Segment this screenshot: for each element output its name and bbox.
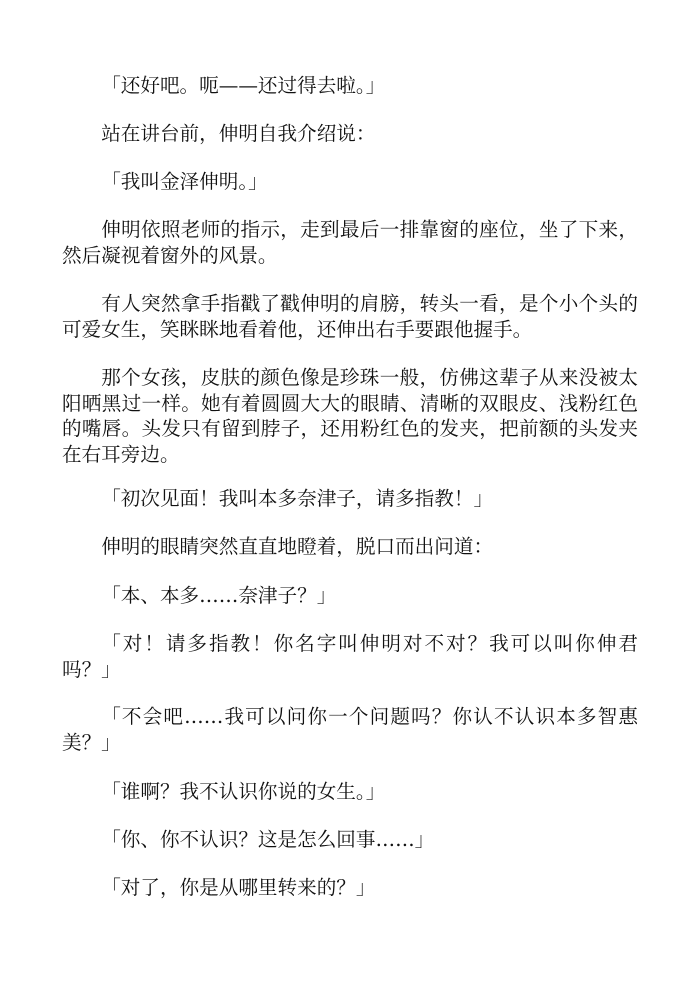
paragraph: 伸明依照老师的指示，走到最后一排靠窗的座位，坐了下来，然后凝视着窗外的风景。: [62, 218, 638, 267]
paragraph: 「对！请多指教！你名字叫伸明对不对？我可以叫你伸君吗？」: [62, 632, 638, 681]
paragraph: 「你、你不认识？这是怎么回事……」: [101, 828, 435, 851]
paragraph: 「还好吧。呃——还过得去啦。」: [101, 74, 386, 97]
paragraph: 「我叫金泽伸明。」: [101, 170, 268, 193]
paragraph: 「对了，你是从哪里转来的？」: [101, 876, 376, 899]
paragraph: 有人突然拿手指戳了戳伸明的肩膀，转头一看，是个小个头的可爱女生，笑眯眯地看着他，还伸出右手要跟他握手。: [62, 292, 638, 341]
paragraph: 站在讲台前，伸明自我介绍说：: [101, 122, 376, 145]
paragraph: 「初次见面！我叫本多奈津子，请多指教！」: [101, 487, 494, 510]
paragraph: 「本、本多……奈津子？」: [101, 584, 337, 607]
paragraph: 伸明的眼睛突然直直地瞪着，脱口而出问道：: [101, 535, 494, 558]
paragraph: 「谁啊？我不认识你说的女生。」: [101, 780, 386, 803]
paragraph: 「不会吧……我可以问你一个问题吗？你认不认识本多智惠美？」: [62, 705, 638, 754]
paragraph: 那个女孩，皮肤的颜色像是珍珠一般，仿佛这辈子从来没被太阳晒黑过一样。她有着圆圆大大的眼睛、清晰的双眼皮、浅粉红色的嘴唇。头发只有留到脖子，还用粉红色的发夹，把前额的头发夹在右耳旁边。: [62, 366, 638, 466]
